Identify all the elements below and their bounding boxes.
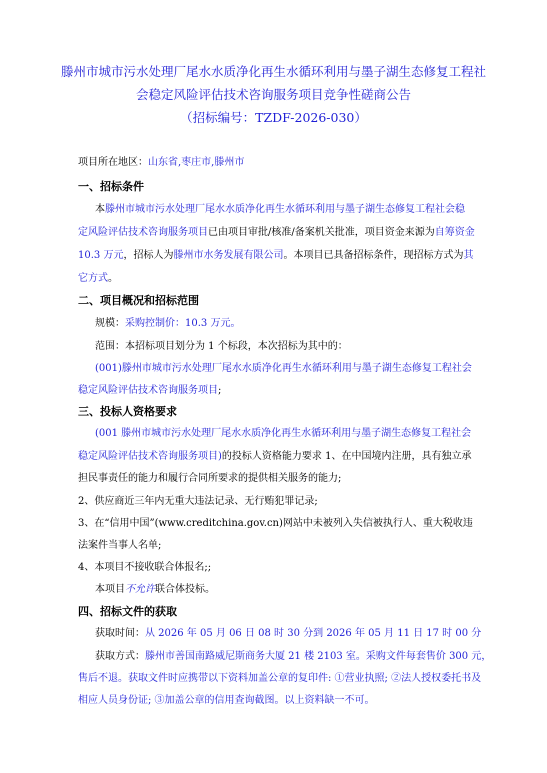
section-3-line-7: 4、本项目不接收联合体报名;;	[78, 562, 212, 573]
section-3-line-2	[78, 450, 471, 464]
section-2-item-line-1: (001)滕州市城市污水处理厂尾水水质净化再生水循环利用与墨子湖生态修复工程社会	[95, 363, 472, 374]
s1-project-name-cont: 定风险评估技术咨询服务项目	[78, 227, 208, 238]
s2-item-end: ;	[218, 385, 222, 396]
section-3-line-4: 2、供应商近三年内无重大违法记录、无行贿犯罪记录;	[78, 496, 318, 507]
section-2-scope: 范围：本招标项目划分为 1 个标段，本次招标为其中的：	[95, 341, 348, 352]
s3-l8-b: 不允许	[125, 584, 155, 595]
section-2-scale	[95, 317, 240, 331]
s4-method-label: 获取方式：	[95, 651, 145, 662]
section-4-line-3: 相应人员身份证; ③加盖公章的信用查询截图。以上资料缺一不可。	[78, 695, 375, 706]
section-3-line-8	[95, 583, 215, 597]
section-3-line-6: 法案件当事人名单;	[78, 540, 162, 551]
s3-l2-b: 的投标人资格能力要求 1、在中国境内注册，具有独立承	[221, 451, 472, 462]
section-4-heading: 四、招标文件的获取	[78, 605, 177, 618]
s1-l2-b: 已由项目审批/核准/备案机关批准，项目资金来源为	[208, 227, 435, 238]
s1-funding-source: 自筹资金	[434, 227, 475, 238]
s1-method-start: 其	[463, 250, 474, 261]
location-label: 项目所在地区：	[78, 157, 148, 168]
tender-number: （招标编号：TZDF-2026-030）	[180, 110, 367, 125]
s3-l8-a: 本项目	[95, 584, 125, 595]
s1-l3-b: ，招标人为	[123, 250, 174, 261]
title-line-2: 会稳定风险评估技术咨询服务项目竞争性磋商公告	[135, 87, 411, 102]
section-4-line-2: 售后不退。获取文件时应携带以下资料加盖公章的复印件: ①营业执照; ②法人授权委托书及	[78, 673, 482, 684]
section-1-line-1	[95, 203, 465, 217]
section-3-line-5: 3、在“信用中国”(www.creditchina.gov.cn)网站中未被列入失信被执行人、重大税收违	[78, 518, 473, 529]
s1-l1-a: 本	[95, 204, 105, 215]
s1-l4-end: 。	[108, 273, 118, 284]
section-3-line-1: (001 滕州市城市污水处理厂尾水水质净化再生水循环利用与墨子湖生态修复工程社会	[95, 428, 472, 439]
s2-item-cont: 稳定风险评估技术咨询服务项目	[78, 385, 218, 396]
section-2-heading: 二、项目概况和招标范围	[78, 294, 199, 307]
section-3-line-3: 担民事责任的能力和履行合同所要求的提供相关服务的能力;	[78, 473, 342, 484]
s1-amount: 10.3 万元	[78, 250, 124, 261]
section-1-heading: 一、招标条件	[78, 180, 144, 193]
section-1-line-3	[78, 249, 473, 263]
section-1-line-4	[78, 272, 118, 286]
s2-scale-value: 采购控制价：10.3 万元。	[125, 318, 241, 329]
s3-l8-c: 联合体投标。	[155, 584, 215, 595]
s4-time-label: 获取时间：	[95, 628, 145, 639]
project-location	[78, 156, 244, 170]
s1-project-name: 滕州市城市污水处理厂尾水水质净化再生水循环利用与墨子湖生态修复工程社会稳	[105, 204, 465, 215]
s1-method: 它方式	[78, 273, 108, 284]
s3-l2-a: 稳定风险评估技术咨询服务项目)	[78, 451, 222, 462]
section-4-time	[95, 627, 481, 641]
section-3-heading: 三、投标人资格要求	[78, 405, 177, 418]
s4-time-value: 从 2026 年 05 月 06 日 08 时 30 分到 2026 年 05 月 11 日 17 时 00 分	[145, 628, 482, 639]
section-4-method	[95, 650, 491, 664]
s4-method-value: 滕州市善国南路威尼斯商务大厦 21 楼 2103 室。采购文件每套售价 300 元，	[145, 651, 492, 662]
s1-tenderer: 滕州市水务发展有限公司	[173, 250, 284, 261]
s1-l3-d: 。本项目已具备招标条件，现招标方式为	[283, 250, 464, 261]
section-2-item-line-2	[78, 384, 221, 398]
section-1-line-2	[78, 226, 475, 240]
title-line-1: 滕州市城市污水处理厂尾水水质净化再生水循环利用与墨子湖生态修复工程社	[60, 64, 486, 79]
location-value: 山东省,枣庄市,滕州市	[148, 157, 245, 168]
s2-scale-label: 规模：	[95, 318, 125, 329]
